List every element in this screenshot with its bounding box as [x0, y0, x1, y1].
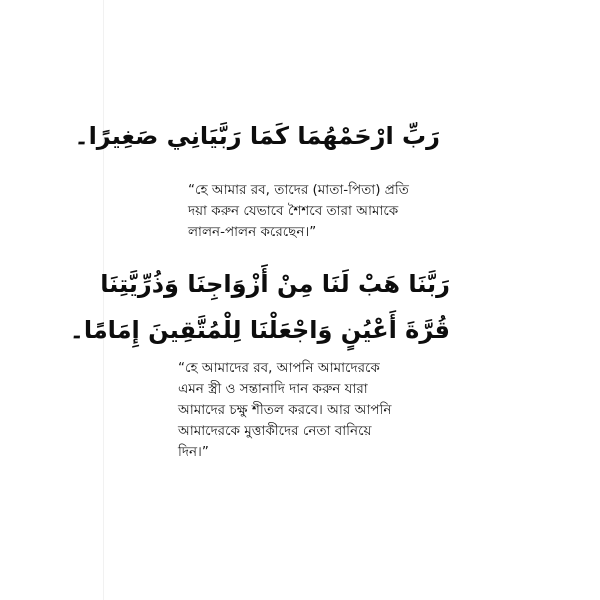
dua-2-bangla-translation [178, 358, 440, 463]
translation-line: আমাদের চক্ষু শীতল করবে। আর আপনি [178, 402, 392, 418]
translation-line: দিন।” [178, 444, 209, 460]
dua-1-arabic-text: رَبِّ ارْحَمْهُمَا كَمَا رَبَّيَانِي صَغِيرًا۔ [74, 122, 440, 150]
translation-line: “হে আমার রব, তাদের (মাতা-পিতা) প্রতি [188, 182, 409, 198]
translation-line: “হে আমাদের রব, আপনি আমাদেরকে [178, 360, 380, 376]
dua-1-bangla-translation [188, 180, 438, 243]
translation-line: আমাদেরকে মুত্তাকীদের নেতা বানিয়ে [178, 423, 372, 439]
dua-2-arabic-line-2: قُرَّةَ أَعْيُنٍ وَاجْعَلْنَا لِلْمُتَّقِينَ إِمَامًا۔ [69, 316, 450, 344]
translation-line: এমন স্ত্রী ও সন্তানাদি দান করুন যারা [178, 381, 368, 397]
dua-2-arabic-line-1: رَبَّنَا هَبْ لَنَا مِنْ أَزْوَاجِنَا وَذُرِّيَّتِنَا [100, 270, 450, 298]
translation-line: লালন-পালন করেছেন।” [188, 224, 317, 240]
translation-line: দয়া করুন যেভাবে শৈশবে তারা আমাকে [188, 203, 399, 219]
